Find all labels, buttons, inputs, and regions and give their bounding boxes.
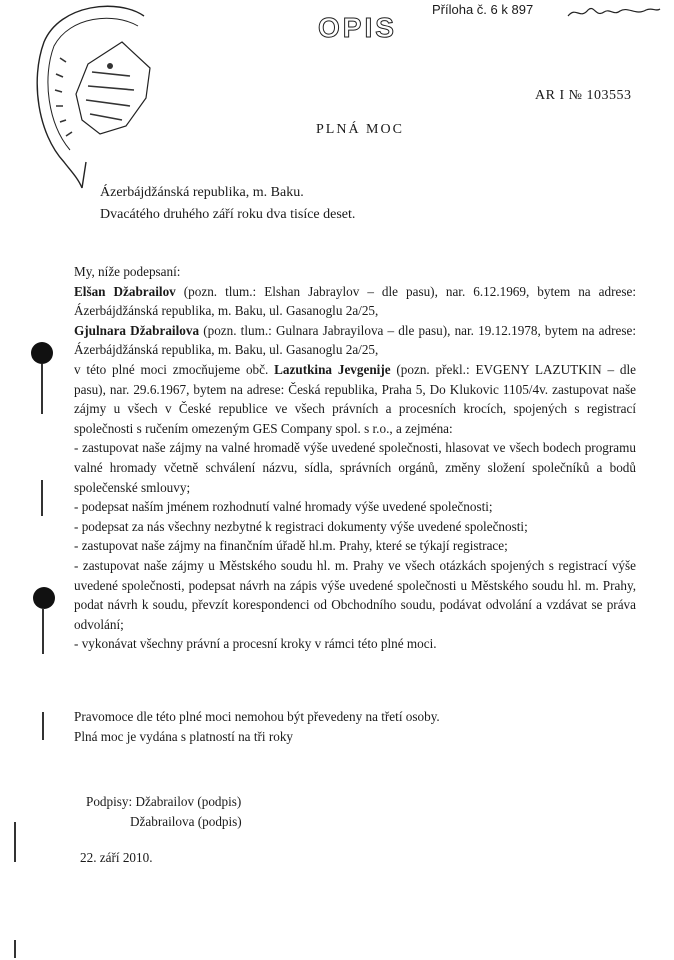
attachment-label: Příloha č. 6 k 897 <box>432 2 534 17</box>
task-item: - podepsat za nás všechny nezbytné k registraci dokumenty výše uvedené společnosti; <box>74 518 528 534</box>
person2-detail: (pozn. tlum.: Gulnara Jabrayilova – dle pasu), nar. 19.12.1978, bytem na adrese: Ázerbájdžánská republika, m. Baku, ul. Gasanoglu 2a/25, <box>74 322 636 358</box>
document-title: PLNÁ MOC <box>316 122 404 137</box>
person2-name: Gjulnara Džabrailova <box>74 322 200 338</box>
agent-name: Lazutkina Jevgenije <box>274 361 391 377</box>
validity-statement: Plná moc je vydána s platností na tři roky <box>74 729 294 744</box>
signatures-block <box>86 792 242 832</box>
scan-margin-line <box>42 608 44 654</box>
place-and-date <box>100 182 355 226</box>
scan-margin-line <box>14 940 16 958</box>
scan-margin-line <box>41 480 43 516</box>
punch-hole-bottom <box>33 587 55 609</box>
task-item: - vykonávat všechny právní a procesní kroky v rámci této plné moci. <box>74 636 437 652</box>
date-line: Dvacátého druhého září roku dva tisíce deset. <box>100 207 356 222</box>
task-item: - zastupovat naše zájmy na finančním úřadě hl.m. Prahy, které se týkají registrace; <box>74 538 508 554</box>
signature-line-1: Podpisy: Džabrailov (podpis) <box>86 794 242 809</box>
closing-statements <box>74 707 440 747</box>
task-item: - zastupovat naše zájmy u Městského soudu hl. m. Prahy ve všech otázkách spojených s registrací výše uvedené společnosti, podepsat návrh na zápis výše uvedené společnosti u Městského soudu hl. m. Prahy, podat návrh k soudu, převzít korespondenci od Obchodního soudu, podávat odvolání a vzdávat se práva odvolání; <box>74 557 636 632</box>
scan-margin-line <box>42 712 44 740</box>
person2-paragraph <box>74 321 636 360</box>
ar-number: AR I № 103553 <box>535 88 632 103</box>
person1-detail: (pozn. tlum.: Elshan Jabraylov – dle pasu), nar. 6.12.1969, bytem na adrese: Ázerbájdžánská republika, m. Baku, ul. Gasanoglu 2a/25, <box>74 283 636 319</box>
transfer-statement: Pravomoce dle této plné moci nemohou být převedeny na třetí osoby. <box>74 709 440 724</box>
opis-stamp-mark: OPIS <box>318 12 397 43</box>
authorize-pre: v této plné moci zmocňujeme obč. <box>74 361 269 377</box>
place-line: Ázerbájdžánská republika, m. Baku. <box>100 185 304 200</box>
attachment-signature <box>566 2 662 22</box>
person1-name: Elšan Džabrailov <box>74 283 176 299</box>
notary-stamp-seal <box>26 2 162 190</box>
task-item: - podepsat naším jménem rozhodnutí valné hromady výše uvedené společnosti; <box>74 499 493 515</box>
authorization-paragraph <box>74 360 636 438</box>
scan-margin-line <box>14 822 16 862</box>
intro-line: My, níže podepsaní: <box>74 264 181 279</box>
scan-margin-line <box>41 364 43 414</box>
document-body <box>74 262 636 654</box>
agent-detail: (pozn. překl.: EVGENY LAZUTKIN – dle pasu), nar. 29.6.1967, bytem na adrese: Česká republika, Praha 5, Do Klukovic 1105/4v. <box>74 361 636 397</box>
punch-hole-top <box>31 342 53 364</box>
task-item: - zastupovat naše zájmy na valné hromadě výše uvedené společnosti, hlasovat ve všech bodech programu valné hromady včetně schválení názvu, sídla, správních orgánů, změny složení společníků a bodů společenské smlouvy; <box>74 440 636 495</box>
signature-line-2: Džabrailova (podpis) <box>130 814 242 829</box>
mandate-text: zastupovat naše zájmy u všech v České republice ve všech právních a procesních krocích, spojených s registrací společnosti s ručením omezeným GES Company spol. s r.o., a zejména: <box>74 381 637 436</box>
document-date: 22. září 2010. <box>80 850 153 865</box>
person1-paragraph <box>74 282 636 321</box>
